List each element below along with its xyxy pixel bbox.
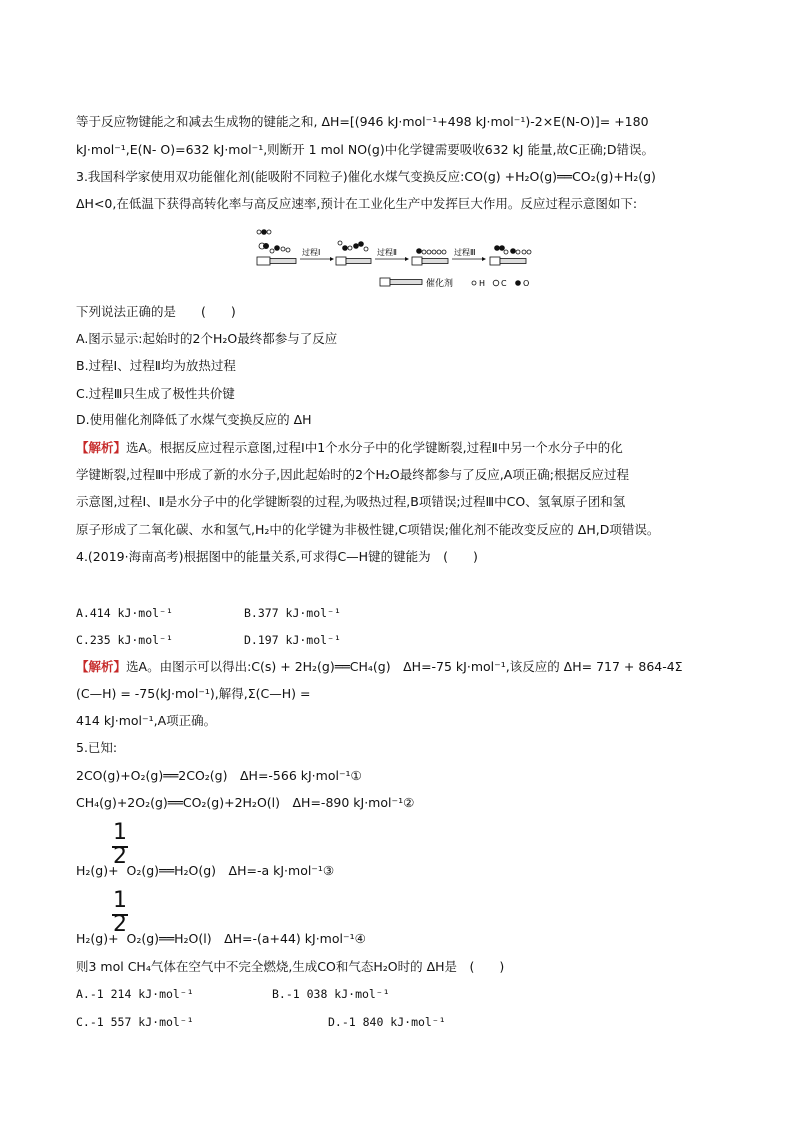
state-after-process-1: [336, 241, 371, 265]
analysis-text: 学键断裂,过程Ⅲ中形成了新的水分子,因此起始时的2个H₂O最终都参与了反应,A项正确;根据反应过程: [76, 467, 630, 482]
question-3-prompt: 下列说法正确的是 ( ): [76, 304, 236, 319]
legend-o: O: [523, 279, 530, 288]
analysis-paragraph: [76, 439, 623, 457]
option-b: B.过程Ⅰ、过程Ⅱ均为放热过程: [76, 358, 236, 373]
text-line: 等于反应物键能之和减去生成物的键能之和, ΔH=[(946 kJ·mol⁻¹+498 kJ·mol⁻¹)-2×E(N-O)]= +180: [76, 114, 649, 129]
analysis-text: 选A。根据反应过程示意图,过程Ⅰ中1个水分子中的化学键断裂,过程Ⅱ中另一个水分子中的化: [126, 440, 623, 455]
equation-2: CH₄(g)+2O₂(g)══CO₂(g)+2H₂O(l) ΔH=-890 kJ·mol⁻¹②: [76, 795, 415, 810]
option-a: A.-1 214 kJ·mol⁻¹: [76, 987, 194, 1001]
question-5-prompt: 则3 mol CH₄气体在空气中不完全燃烧,生成CO和气态H₂O时的 ΔH是 ( ): [76, 959, 505, 974]
option-b: B.377 kJ·mol⁻¹: [244, 606, 341, 620]
process-1-label: 过程Ⅰ: [302, 248, 321, 257]
analysis-tag: 【解析】: [76, 440, 127, 455]
equation-1: 2CO(g)+O₂(g)══2CO₂(g) ΔH=-566 kJ·mol⁻¹①: [76, 768, 362, 783]
state-after-process-3: [490, 245, 531, 265]
option-c: C.过程Ⅲ只生成了极性共价键: [76, 386, 235, 401]
text-line: kJ·mol⁻¹,E(N- O)=632 kJ·mol⁻¹,则断开 1 mol NO(g)中化学键需要吸收632 kJ 能量,故C正确;D错误。: [76, 142, 655, 157]
diagram-legend: [380, 277, 529, 289]
option-d: D.197 kJ·mol⁻¹: [244, 633, 341, 647]
option-d: D.-1 840 kJ·mol⁻¹: [328, 1015, 446, 1029]
analysis-tag: 【解析】: [76, 659, 127, 674]
analysis-text: 414 kJ·mol⁻¹,A项正确。: [76, 713, 217, 728]
fraction-numerator: 1: [113, 888, 127, 913]
fraction-denominator: 2: [113, 912, 127, 937]
fraction-denominator: 2: [113, 844, 127, 869]
analysis-text: 示意图,过程Ⅰ、Ⅱ是水分子中的化学键断裂的过程,为吸热过程,B项错误;过程Ⅲ中CO、氢氧原子团和氢: [76, 494, 626, 509]
legend-h: H: [479, 279, 486, 288]
analysis-text: 选A。由图示可以得出:C(s) + 2H₂(g)══CH₄(g) ΔH=-75 kJ·mol⁻¹,该反应的 ΔH= 717 + 864-4Σ: [126, 659, 683, 674]
process-2-label: 过程Ⅱ: [377, 248, 397, 257]
equation-3: H₂(g)+ O₂(g)══H₂O(g) ΔH=-a kJ·mol⁻¹③: [76, 863, 335, 878]
water-molecule-icon: [257, 229, 271, 235]
question-3-stem-cont: ΔH<0,在低温下获得高转化率与高反应速率,预计在工业化生产中发挥巨大作用。反应过程示意图如下:: [76, 196, 638, 211]
reaction-process-diagram: [250, 226, 550, 292]
catalyst-label: 催化剂: [426, 279, 454, 289]
option-a: A.414 kJ·mol⁻¹: [76, 606, 173, 620]
option-d: D.使用催化剂降低了水煤气变换反应的 ΔH: [76, 412, 312, 427]
option-c: C.235 kJ·mol⁻¹: [76, 633, 173, 647]
process-3-label: 过程Ⅲ: [454, 248, 476, 257]
question-3-stem: 3.我国科学家使用双功能催化剂(能吸附不同粒子)催化水煤气变换反应:CO(g) +H₂O(g)══CO₂(g)+H₂(g): [76, 169, 656, 184]
legend-c: C: [501, 279, 507, 288]
fraction-numerator: 1: [113, 820, 127, 845]
initial-state: [257, 243, 296, 265]
analysis-text: (C—H) = -75(kJ·mol⁻¹),解得,Σ(C—H) =: [76, 686, 311, 701]
option-c: C.-1 557 kJ·mol⁻¹: [76, 1015, 194, 1029]
option-b: B.-1 038 kJ·mol⁻¹: [272, 987, 390, 1001]
question-4-stem: 4.(2019·海南高考)根据图中的能量关系,可求得C—H键的键能为 ( ): [76, 549, 478, 564]
equation-4: H₂(g)+ O₂(g)══H₂O(l) ΔH=-(a+44) kJ·mol⁻¹④: [76, 931, 366, 946]
question-5-stem: 5.已知:: [76, 740, 118, 755]
option-a: A.图示显示:起始时的2个H₂O最终都参与了反应: [76, 331, 338, 346]
analysis-text: 原子形成了二氧化碳、水和氢气,H₂中的化学键为非极性键,C项错误;催化剂不能改变反应的 ΔH,D项错误。: [76, 522, 660, 537]
state-after-process-2: [412, 248, 448, 265]
analysis-paragraph: [76, 658, 683, 676]
